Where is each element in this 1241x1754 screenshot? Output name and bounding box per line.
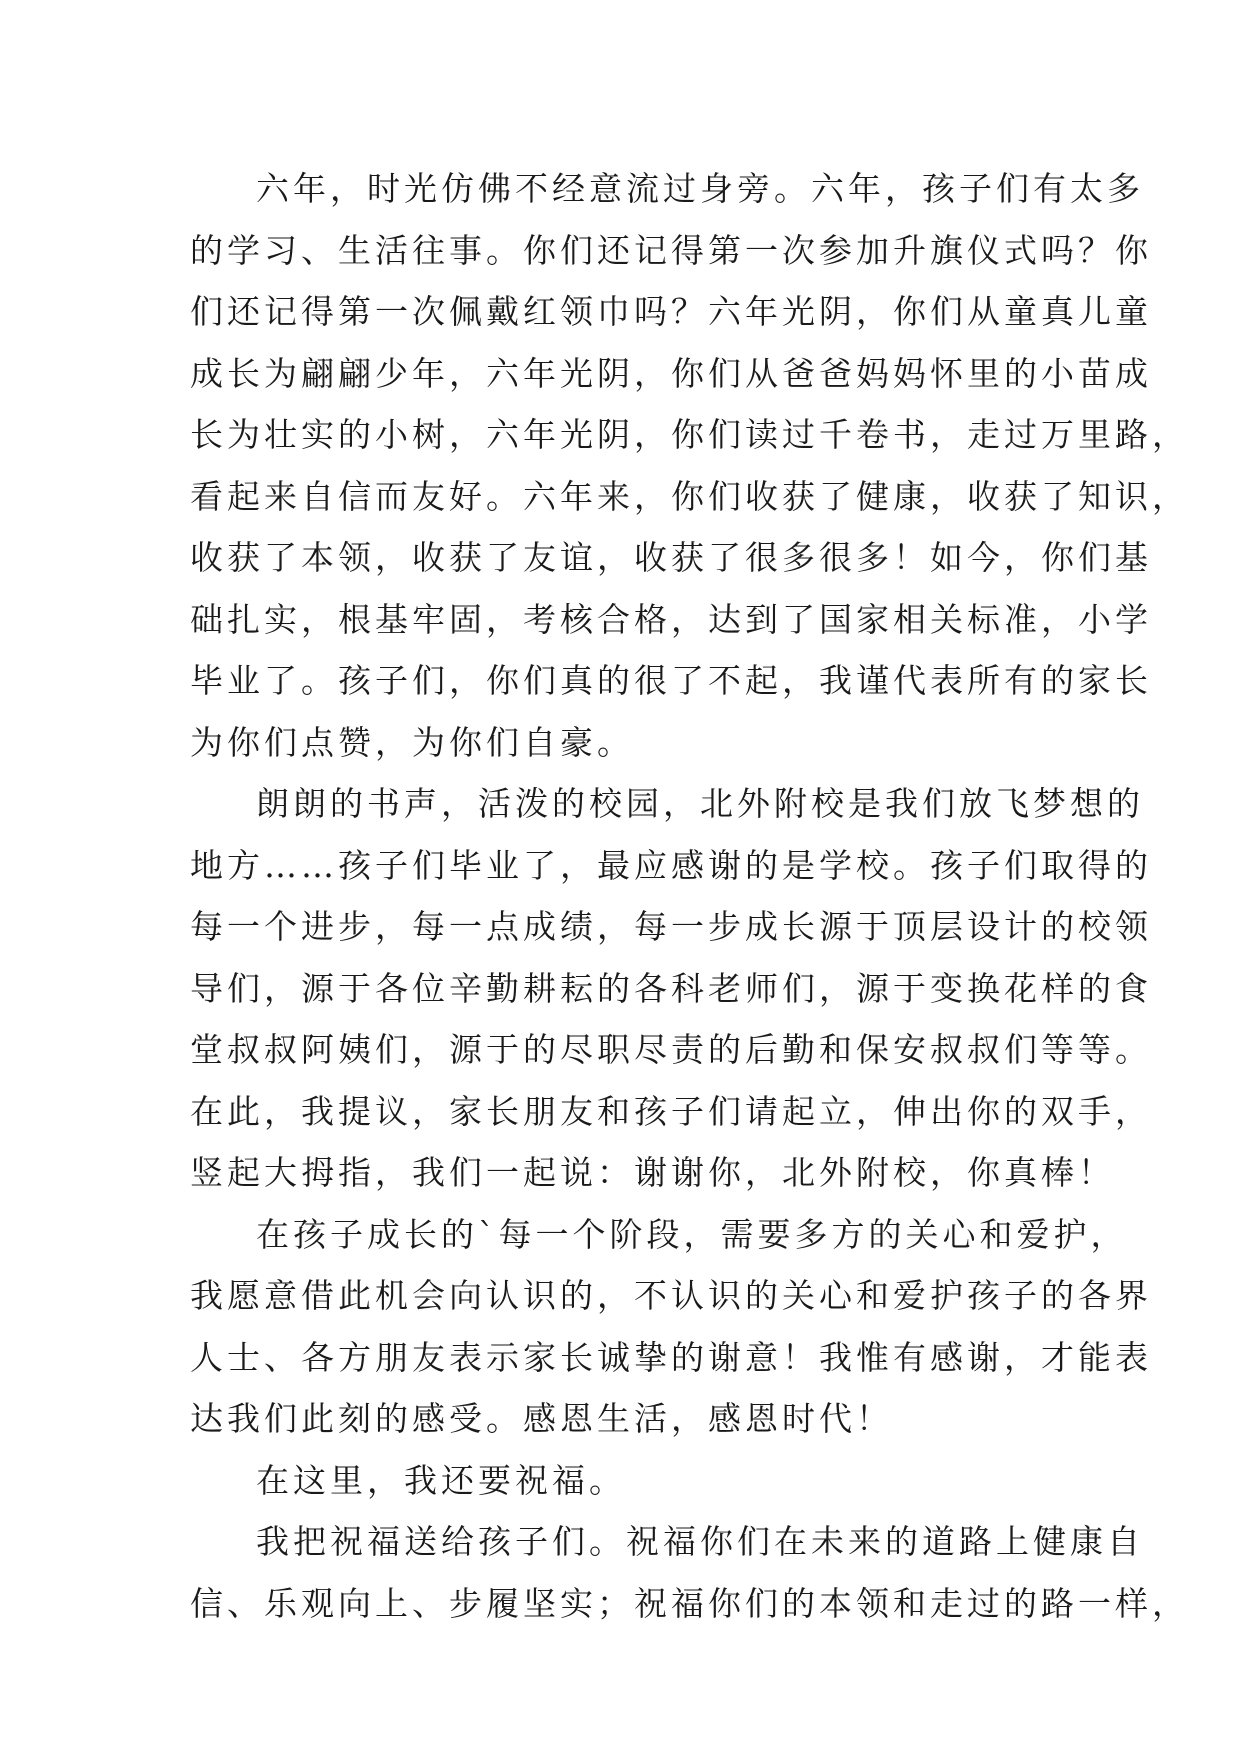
text-line: 地方……孩子们毕业了，最应感谢的是学校。孩子们取得的 <box>190 845 1152 885</box>
text-line: 在此，我提议，家长朋友和孩子们请起立，伸出你的双手， <box>190 1091 1152 1131</box>
body-text <box>190 158 1189 1634</box>
text-line: 看起来自信而友好。六年来，你们收获了健康，收获了知识， <box>190 476 1189 516</box>
text-line: 我把祝福送给孩子们。祝福你们在未来的道路上健康自 <box>256 1522 1144 1561</box>
text-line: 收获了本领，收获了友谊，收获了很多很多！如今，你们基 <box>190 538 1152 577</box>
text-line: 导们，源于各位辛勤耕耘的各科老师们，源于变换花样的食 <box>190 968 1152 1008</box>
text-line: 毕业了。孩子们，你们真的很了不起，我谨代表所有的家长 <box>190 661 1152 700</box>
text-line: 朗朗的书声，活泼的校园，北外附校是我们放飞梦想的 <box>256 784 1144 823</box>
text-line: 六年，时光仿佛不经意流过身旁。六年，孩子们有太多 <box>256 169 1144 208</box>
text-line: 竖起大拇指，我们一起说：谢谢你，北外附校，你真棒！ <box>190 1153 1115 1192</box>
text-line: 成长为翩翩少年，六年光阴，你们从爸爸妈妈怀里的小苗成 <box>190 353 1152 393</box>
text-line: 堂叔叔阿姨们，源于的尽职尽责的后勤和保安叔叔们等等。 <box>190 1030 1152 1069</box>
text-line: 为你们点赞，为你们自豪。 <box>190 722 634 762</box>
text-line: 在孩子成长的`每一个阶段，需要多方的关心和爱护， <box>256 1214 1128 1254</box>
text-line: 础扎实，根基牢固，考核合格，达到了国家相关标准，小学 <box>190 599 1152 639</box>
text-line: 长为壮实的小树，六年光阴，你们读过千卷书，走过万里路， <box>190 415 1189 454</box>
text-line: 人士、各方朋友表示家长诚挚的谢意！我惟有感谢，才能表 <box>190 1337 1152 1377</box>
text-line: 们还记得第一次佩戴红领巾吗？六年光阴，你们从童真儿童 <box>190 292 1152 331</box>
text-line: 在这里，我还要祝福。 <box>256 1460 626 1500</box>
text-line: 每一个进步，每一点成绩，每一步成长源于顶层设计的校领 <box>190 907 1152 946</box>
text-line: 信、乐观向上、步履坚实；祝福你们的本领和走过的路一样， <box>190 1583 1189 1623</box>
text-line: 达我们此刻的感受。感恩生活，感恩时代！ <box>190 1399 893 1438</box>
text-line: 的学习、生活往事。你们还记得第一次参加升旗仪式吗？你 <box>190 230 1152 270</box>
text-line: 我愿意借此机会向认识的，不认识的关心和爱护孩子的各界 <box>190 1276 1152 1315</box>
